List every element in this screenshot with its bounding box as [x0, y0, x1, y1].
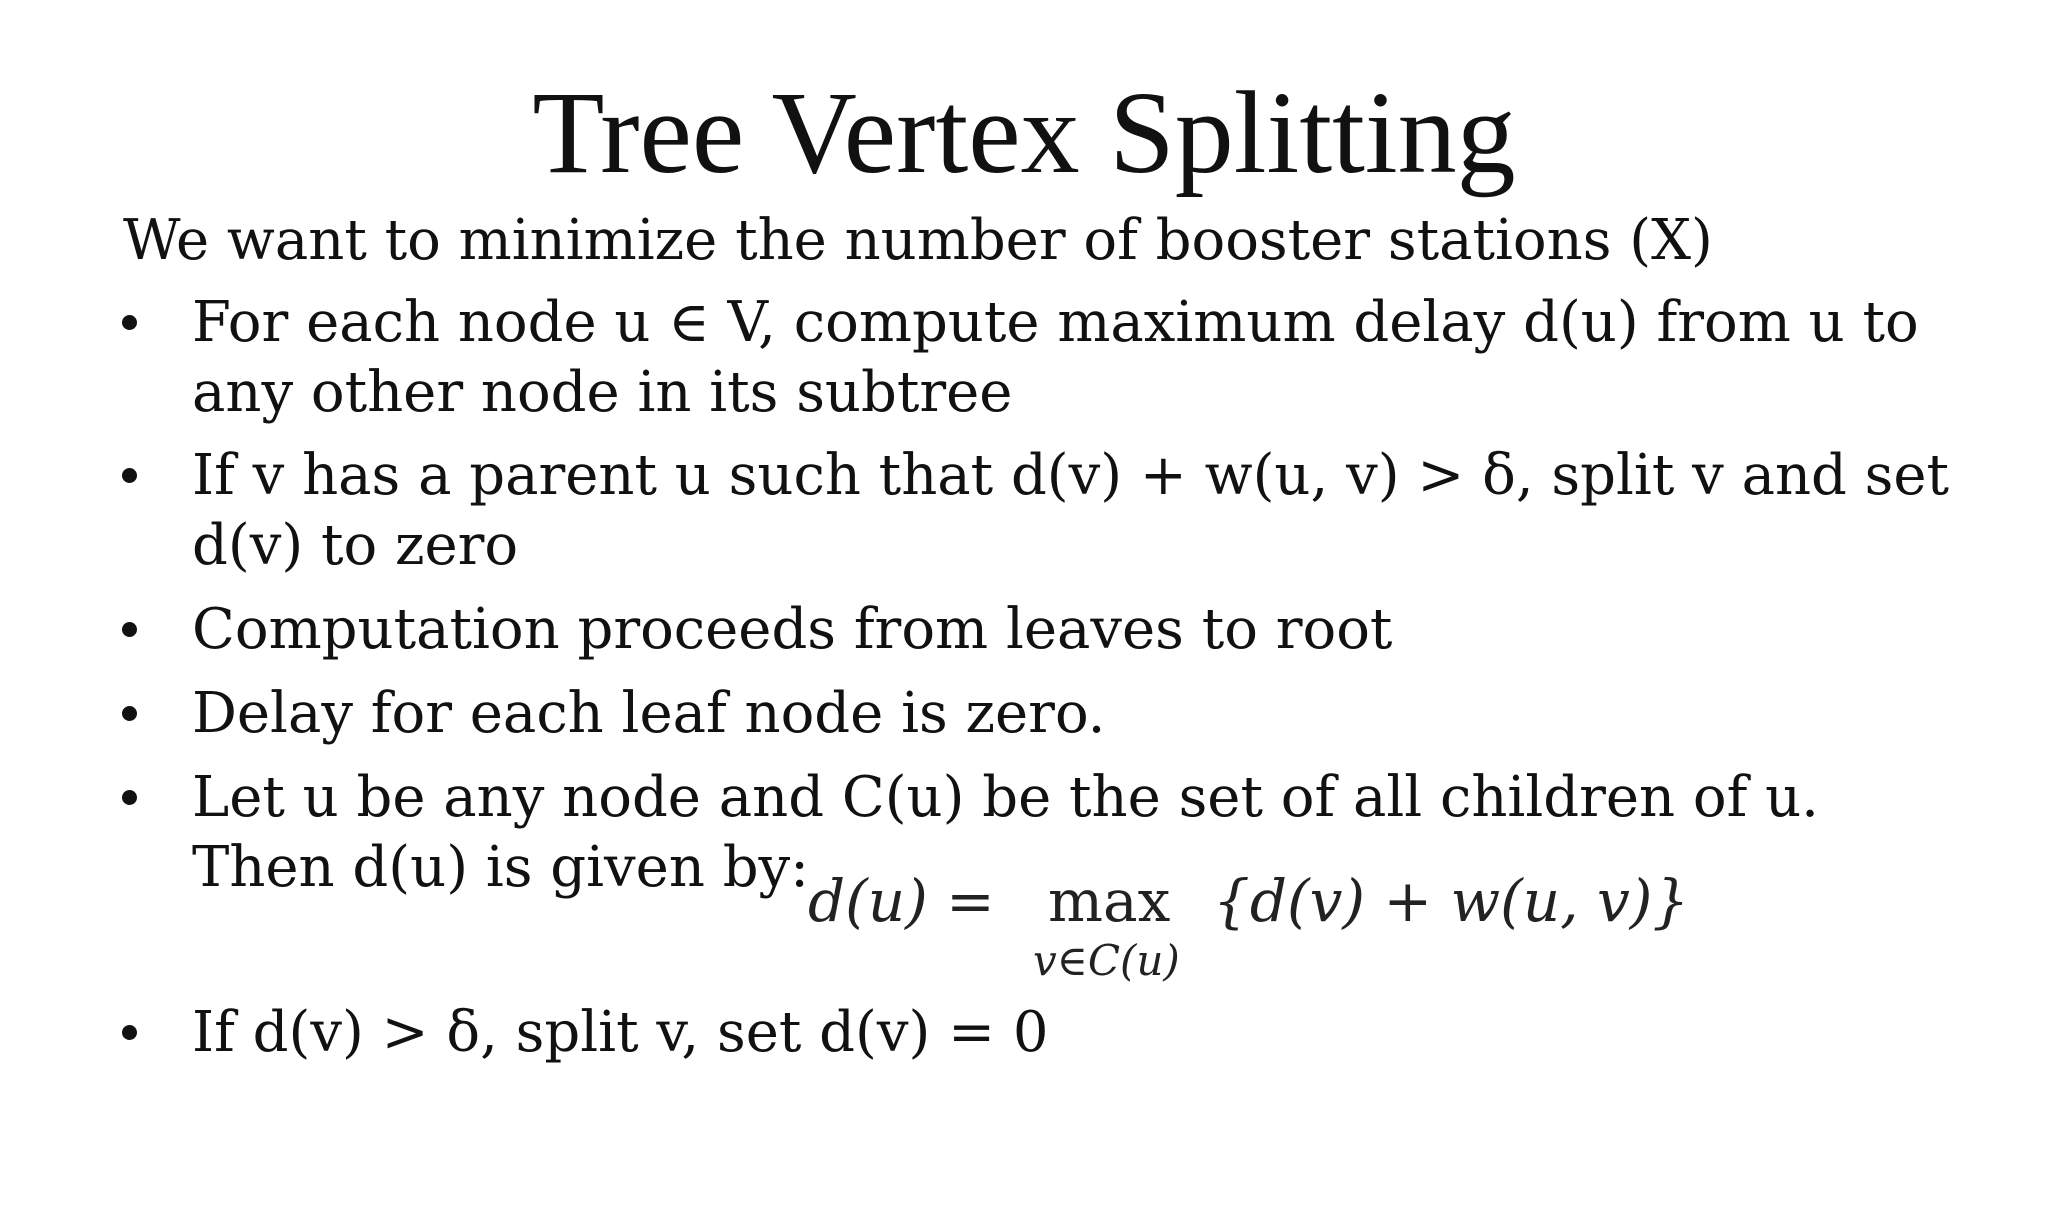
formula-rhs: {d(v) + w(u, v)}: [1213, 867, 1690, 935]
formula-subscript: v∈C(u): [1033, 936, 1180, 985]
intro-text: We want to minimize the number of booster stations (X): [123, 208, 1713, 273]
bullet-dot-icon: [122, 706, 137, 721]
bullet-dot-icon: [122, 790, 137, 805]
bullet-text: For each node u ∈ V, compute maximum delay d(u) from u to any other node in its subtree: [192, 290, 1919, 425]
formula-lhs: d(u) =: [808, 867, 995, 935]
bullet-text: Computation proceeds from leaves to root: [192, 597, 1393, 662]
slide-title: Tree Vertex Splitting: [532, 67, 1516, 198]
bullet-dot-icon: [122, 622, 137, 637]
bullet-dot-icon: [122, 1025, 137, 1040]
bullet-text: Delay for each leaf node is zero.: [192, 681, 1106, 746]
formula-operator: max: [1048, 867, 1171, 935]
delay-formula: [808, 866, 1708, 986]
bullet-dot-icon: [122, 315, 137, 330]
bullet-dot-icon: [122, 468, 137, 483]
bullet-text: If d(v) > δ, split v, set d(v) = 0: [192, 1000, 1049, 1065]
bullet-text: Let u be any node and C(u) be the set of all children of u. Then d(u) is given by:: [192, 765, 1819, 900]
bullet-text: If v has a parent u such that d(v) + w(u, v) > δ, split v and set d(v) to zero: [192, 443, 1950, 578]
